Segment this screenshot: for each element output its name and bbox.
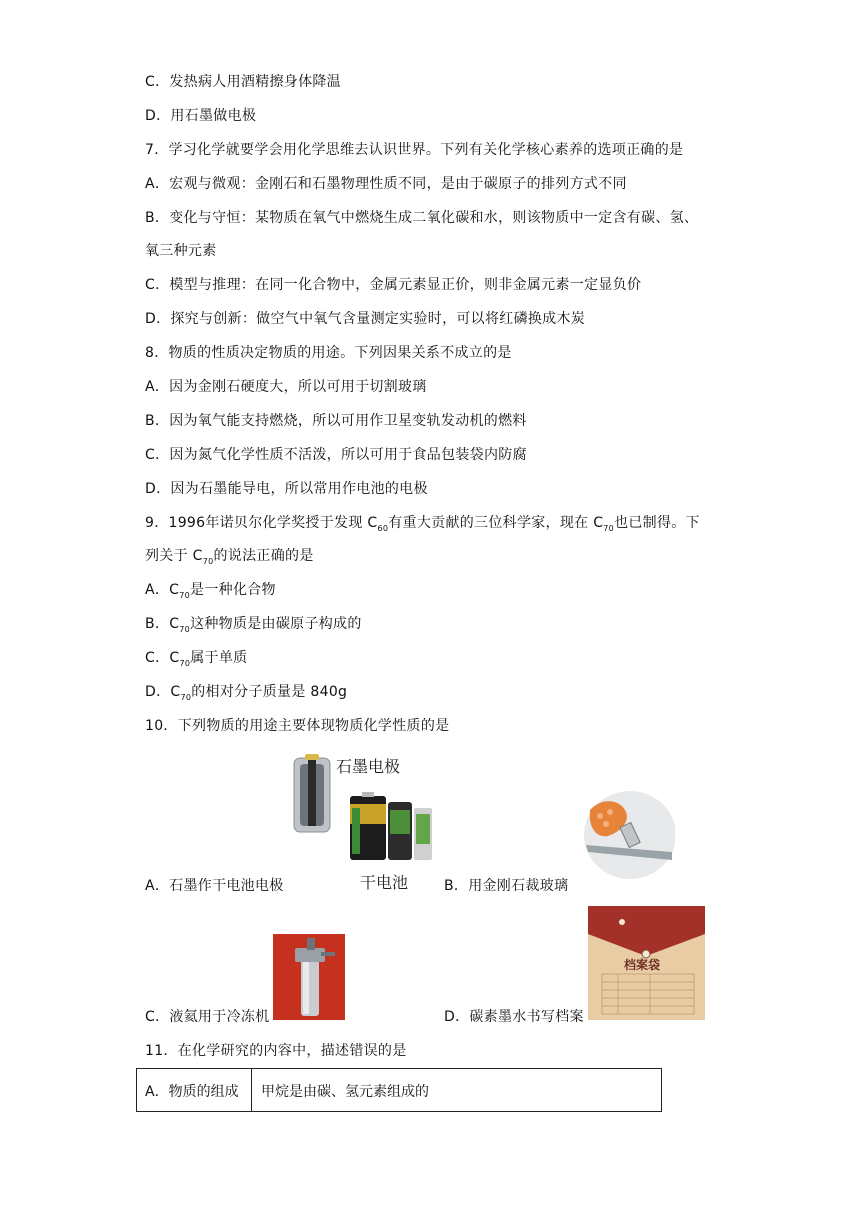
- q11-stem: 11．在化学研究的内容中，描述错误的是: [145, 1043, 407, 1059]
- q9-stem-part: 的说法正确的是: [213, 548, 314, 564]
- subscript-70: 70: [179, 625, 191, 634]
- q9-stem-part: 也已制得。下: [614, 515, 700, 531]
- option-text: 的相对分子质量是 840g: [191, 684, 348, 700]
- q6-option-c: C．发热病人用酒精擦身体降温: [145, 74, 341, 90]
- option-prefix: C．C: [145, 650, 180, 666]
- q8-option-b: B．因为氧气能支持燃烧，所以可用作卫星变轨发动机的燃料: [145, 413, 527, 429]
- liquid-helium-image: [273, 934, 345, 1020]
- q7-option-d: D．探究与创新：做空气中氧气含量测定实验时，可以将红磷换成木炭: [145, 311, 586, 327]
- q8-option-a: A．因为金刚石硬度大，所以可用于切割玻璃: [145, 379, 427, 395]
- table-divider: [251, 1069, 252, 1111]
- graphite-electrode-label: 石墨电极: [336, 757, 401, 776]
- q8-option-c: C．因为氮气化学性质不活泼，所以可用于食品包装袋内防腐: [145, 447, 527, 463]
- q9-option-c: [145, 648, 247, 670]
- option-text: 属于单质: [190, 650, 248, 666]
- q9-stem-part: 有重大贡献的三位科学家，现在 C: [388, 515, 604, 531]
- q10-stem: 10．下列物质的用途主要体现物质化学性质的是: [145, 718, 450, 734]
- q9-option-d: [145, 682, 347, 704]
- archive-bag-label: 档案袋: [624, 958, 661, 972]
- q10-option-a: A．石墨作干电池电极: [145, 878, 284, 894]
- cryostat-illustration: [273, 934, 345, 1020]
- dry-battery-label: 干电池: [360, 873, 409, 892]
- q10-option-b: B．用金刚石裁玻璃: [444, 878, 569, 894]
- subscript-70: 70: [603, 524, 615, 533]
- q10-option-c: C．液氦用于冷冻机: [145, 1009, 270, 1025]
- option-prefix: D．C: [145, 684, 181, 700]
- table-cell-description: 甲烷是由碳、氢元素组成的: [261, 1084, 429, 1100]
- q8-stem: 8．物质的性质决定物质的用途。下列因果关系不成立的是: [145, 345, 512, 361]
- q7-option-b-line2: 氧三种元素: [145, 243, 217, 259]
- q9-stem-line1: [145, 513, 700, 535]
- q8-option-d: D．因为石墨能导电，所以常用作电池的电极: [145, 481, 428, 497]
- q9-stem-part: 9．1996年诺贝尔化学奖授于发现 C: [145, 515, 378, 531]
- option-text: 这种物质是由碳原子构成的: [190, 616, 362, 632]
- dry-battery-image: [290, 752, 450, 892]
- q10-option-d: D．碳素墨水书写档案: [444, 1009, 584, 1025]
- table-cell-category: A．物质的组成: [145, 1084, 239, 1100]
- glass-cutting-image: [580, 790, 675, 880]
- q9-stem-line2: [145, 546, 314, 568]
- q7-stem: 7．学习化学就要学会用化学思维去认识世界。下列有关化学核心素养的选项正确的是: [145, 142, 684, 158]
- option-prefix: A．C: [145, 582, 180, 598]
- option-prefix: B．C: [145, 616, 180, 632]
- q9-option-a: [145, 580, 276, 602]
- glass-cutter-illustration: [580, 790, 675, 880]
- q9-stem-part: 列关于 C: [145, 548, 203, 564]
- option-text: 是一种化合物: [190, 582, 276, 598]
- subscript-60: 60: [377, 524, 389, 533]
- q7-option-c: C．模型与推理：在同一化合物中，金属元素显正价，则非金属元素一定显负价: [145, 277, 642, 293]
- q7-option-b-line1: B．变化与守恒：某物质在氧气中燃烧生成二氧化碳和水，则该物质中一定含有碳、氢、: [145, 210, 699, 226]
- q11-table: [136, 1068, 662, 1112]
- subscript-70: 70: [202, 557, 214, 566]
- subscript-70: 70: [180, 693, 192, 702]
- archive-bag-image: [588, 906, 705, 1020]
- q9-option-b: [145, 614, 362, 636]
- subscript-70: 70: [179, 591, 191, 600]
- q6-option-d: D．用石墨做电极: [145, 108, 257, 124]
- q7-option-a: A．宏观与微观：金刚石和石墨物理性质不同，是由于碳原子的排列方式不同: [145, 176, 627, 192]
- subscript-70: 70: [179, 659, 191, 668]
